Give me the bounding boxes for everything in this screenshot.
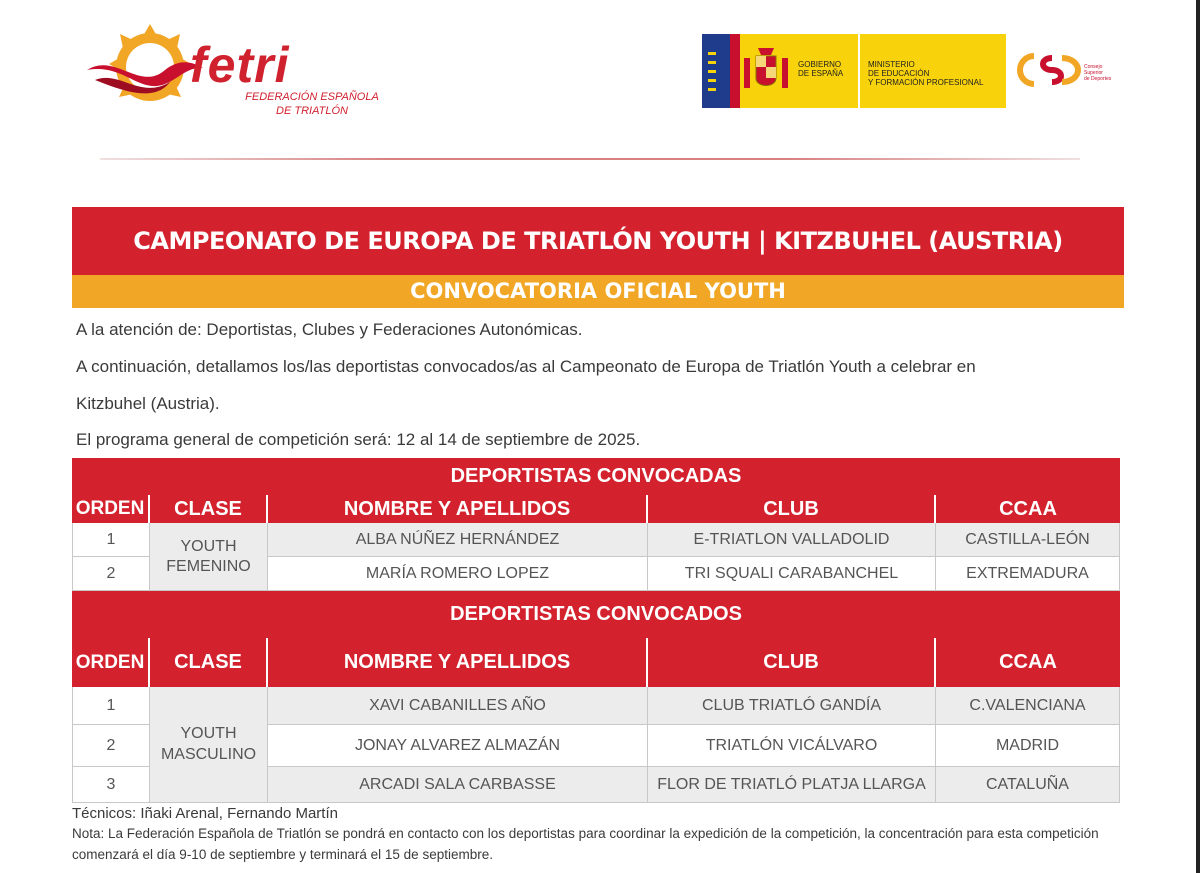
column-header: CLASE — [150, 495, 268, 523]
table-cell-orden: 3 — [72, 767, 150, 803]
table-cell-club: TRIATLÓN VICÁLVARO — [648, 725, 936, 767]
column-header: ORDEN — [72, 638, 150, 687]
table-cell-club: E-TRIATLON VALLADOLID — [648, 523, 936, 557]
gobierno-ministerio-logo — [702, 34, 1006, 108]
eu-flag-icon — [702, 34, 730, 108]
csd-logo-icon — [1012, 50, 1082, 90]
coat-of-arms-icon — [742, 46, 790, 96]
intro-line: A continuación, detallamos los/las deportistas convocados/as al Campeonato de Europa de Triatlón Youth a celebrar en — [76, 357, 976, 376]
logo-wordmark: fetri — [190, 37, 290, 93]
intro-line: A la atención de: Deportistas, Clubes y Federaciones Autonómicas. — [76, 320, 583, 339]
tecnicos-text: Técnicos: Iñaki Arenal, Fernando Martín — [72, 805, 338, 822]
table-cell-ccaa: CASTILLA-LEÓN — [936, 523, 1120, 557]
table-cell-club: TRI SQUALI CARABANCHEL — [648, 557, 936, 591]
column-header: CLUB — [648, 495, 936, 523]
intro-line: Kitzbuhel (Austria). — [76, 394, 220, 413]
nota-text: Nota: La Federación Española de Triatlón se pondrá en contacto con los deportistas para coordinar la expedición de la competición, la concentración para esta competición comenzará el día 9-10 de septiembre y terminará el 15 de septiembre. — [72, 826, 1099, 862]
logo-subtitle: FEDERACIÓN ESPAÑOLA DE TRIATLÓN — [245, 91, 379, 117]
table-cell-clase: YOUTH FEMENINO — [150, 523, 268, 591]
intro-line: El programa general de competición será: 12 al 14 de septiembre de 2025. — [76, 430, 641, 449]
ministerio-label: MINISTERIO DE EDUCACIÓN Y FORMACIÓN PROFESIONAL — [868, 60, 984, 87]
page-subtitle: CONVOCATORIA OFICIAL YOUTH — [72, 275, 1124, 308]
column-header: NOMBRE Y APELLIDOS — [268, 495, 648, 523]
table-cell-orden: 1 — [72, 523, 150, 557]
column-header: CLASE — [150, 638, 268, 687]
table-cell-orden: 2 — [72, 557, 150, 591]
table-cell-nombre: JONAY ALVAREZ ALMAZÁN — [268, 725, 648, 767]
column-header: NOMBRE Y APELLIDOS — [268, 638, 648, 687]
table-cell-club: FLOR DE TRIATLÓ PLATJA LLARGA — [648, 767, 936, 803]
column-header: CCAA — [936, 495, 1120, 523]
table-cell-clase: YOUTH MASCULINO — [150, 687, 268, 803]
table-cell-orden: 2 — [72, 725, 150, 767]
gobierno-label: GOBIERNO DE ESPAÑA — [798, 60, 844, 78]
column-header: ORDEN — [72, 495, 150, 523]
table-cell-ccaa: MADRID — [936, 725, 1120, 767]
table-cell-orden: 1 — [72, 687, 150, 725]
csd-label: Consejo Superior de Deportes — [1084, 64, 1112, 82]
section-title-women: DEPORTISTAS CONVOCADAS — [72, 458, 1120, 495]
page-edge — [1196, 0, 1200, 873]
table-cell-club: CLUB TRIATLÓ GANDÍA — [648, 687, 936, 725]
table-cell-ccaa: CATALUÑA — [936, 767, 1120, 803]
table-cell-ccaa: EXTREMADURA — [936, 557, 1120, 591]
table-cell-nombre: XAVI CABANILLES AÑO — [268, 687, 648, 725]
header-divider — [100, 158, 1080, 160]
table-cell-nombre: ARCADI SALA CARBASSE — [268, 767, 648, 803]
page-title: CAMPEONATO DE EUROPA DE TRIATLÓN YOUTH | KITZBUHEL (AUSTRIA) — [72, 207, 1124, 275]
column-header: CCAA — [936, 638, 1120, 687]
column-header: CLUB — [648, 638, 936, 687]
table-cell-ccaa: C.VALENCIANA — [936, 687, 1120, 725]
table-cell-nombre: ALBA NÚÑEZ HERNÁNDEZ — [268, 523, 648, 557]
section-title-men: DEPORTISTAS CONVOCADOS — [72, 591, 1120, 638]
table-cell-nombre: MARÍA ROMERO LOPEZ — [268, 557, 648, 591]
